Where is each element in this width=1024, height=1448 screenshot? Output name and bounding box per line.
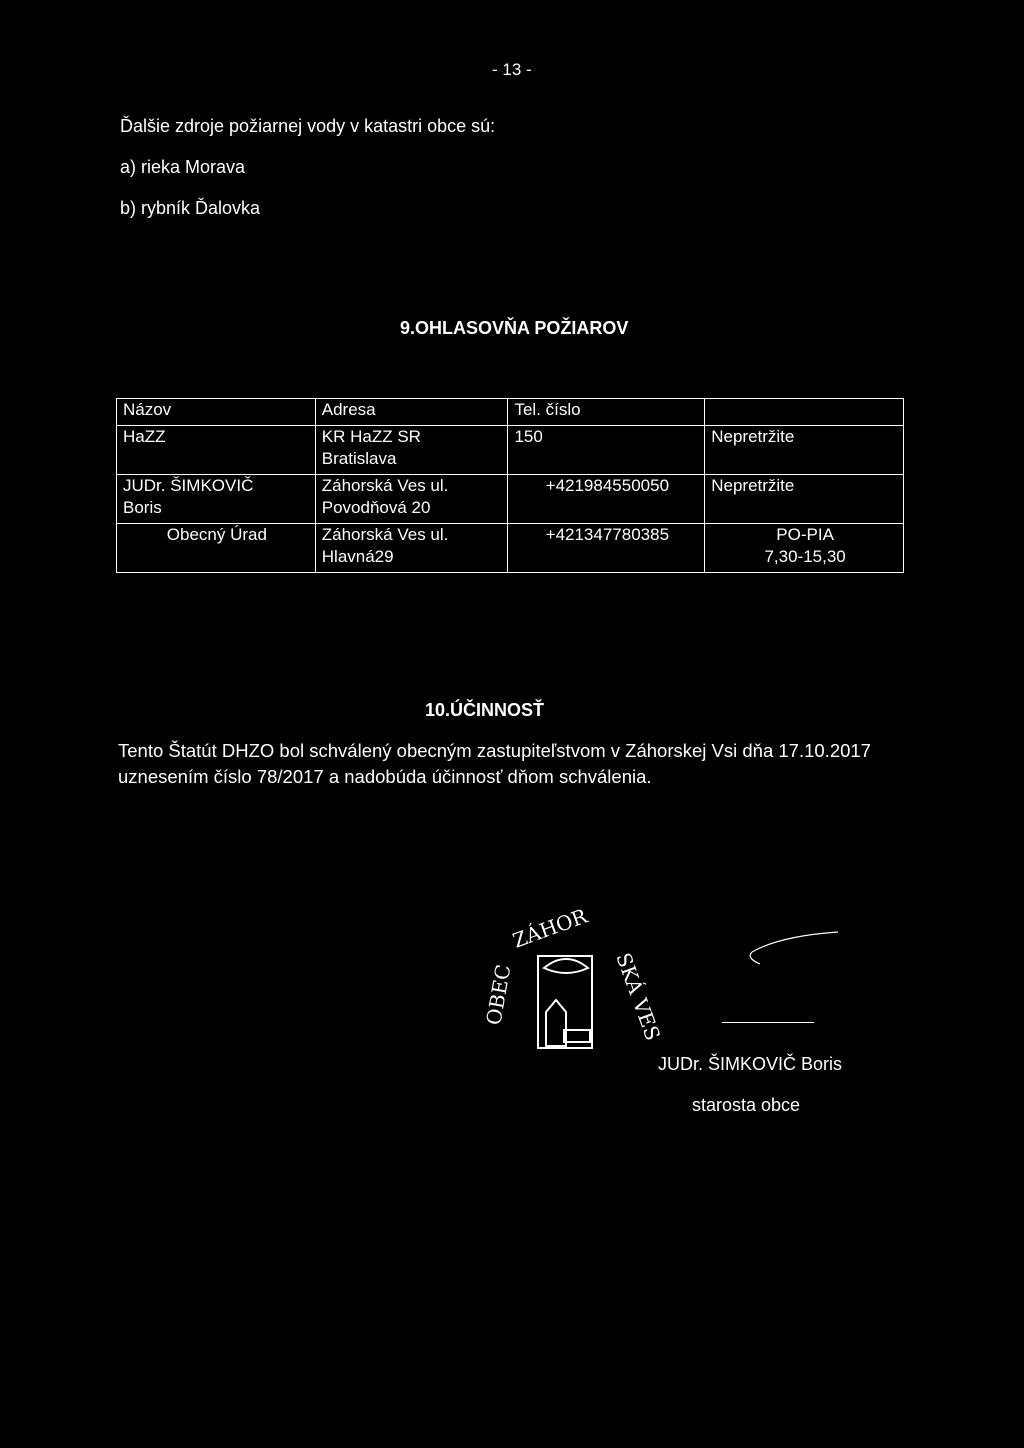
municipal-stamp: [481, 903, 666, 1058]
stamp-text-right: SKÁ VES: [611, 949, 666, 1044]
row3-hours-line2: 7,30-15,30: [764, 547, 846, 566]
row1-address-line1: KR HaZZ SR: [321, 427, 421, 446]
row1-address: [315, 426, 508, 475]
stamp-text-left: OBEC: [481, 962, 516, 1027]
signature-scribble: [740, 930, 840, 970]
row1-hours-line1: Nepretržite: [711, 427, 795, 446]
section9-title: 9.OHLASOVŇA POŽIAROV: [400, 318, 629, 338]
row1-hours: [705, 426, 904, 475]
row3-name: [117, 524, 316, 573]
row2-address-line2: Povodňová 20: [321, 498, 431, 517]
header-hours: [705, 399, 904, 426]
intro-heading: Ďalšie zdroje požiarnej vody v katastri obce sú:: [120, 116, 496, 136]
row1-name-line1: HaZZ: [123, 427, 166, 446]
signer-title: starosta obce: [692, 1095, 801, 1115]
row3-hours-line1: PO-PIA: [776, 525, 834, 544]
section10-text-line1: Tento Štatút DHZO bol schválený obecným zastupiteľstvom v Záhorskej Vsi dňa 17.10.2017: [118, 740, 871, 761]
row1-address-line2: Bratislava: [321, 449, 397, 468]
row3-address-line1: Záhorská Ves ul.: [321, 525, 449, 544]
row2-hours: [705, 475, 904, 524]
section10-title: 10.ÚČINNOSŤ: [425, 700, 545, 720]
row3-hours: [705, 524, 904, 573]
row3-address: [315, 524, 508, 573]
table-row: [117, 426, 904, 475]
header-name: Názov: [117, 399, 316, 426]
row2-address-line1: Záhorská Ves ul.: [321, 476, 449, 495]
row2-address: [315, 475, 508, 524]
row2-name-line2: Boris: [123, 498, 162, 517]
table-row: [117, 475, 904, 524]
row1-name: [117, 426, 316, 475]
table-row: [117, 524, 904, 573]
row2-name: [117, 475, 316, 524]
table-header-row: [117, 399, 904, 426]
row2-hours-line1: Nepretržite: [711, 476, 795, 495]
signer-name: JUDr. ŠIMKOVIČ Boris: [658, 1054, 843, 1074]
row3-phone: +421347780385: [508, 524, 705, 573]
header-address: Adresa: [315, 399, 508, 426]
row2-phone: +421984550050: [508, 475, 705, 524]
row3-name-line1: Obecný Úrad: [166, 525, 267, 544]
page-number: - 13 -: [492, 60, 532, 79]
header-phone: Tel. číslo: [508, 399, 705, 426]
contacts-table: [116, 398, 904, 573]
stamp-shell-icon: [544, 959, 588, 973]
signature-line: [722, 1022, 814, 1023]
stamp-building-icon: [564, 1030, 590, 1042]
row3-address-line2: Hlavná29: [321, 547, 394, 566]
stamp-text-top: ZÁHOR: [509, 903, 591, 953]
intro-item-b: b) rybník Ďalovka: [120, 198, 261, 218]
intro-item-a: a) rieka Morava: [120, 157, 246, 177]
section10-text-line2: uznesením číslo 78/2017 a nadobúda účinnosť dňom schválenia.: [118, 766, 652, 787]
row1-phone: 150: [508, 426, 705, 475]
row2-name-line1: JUDr. ŠIMKOVIČ: [123, 476, 254, 495]
